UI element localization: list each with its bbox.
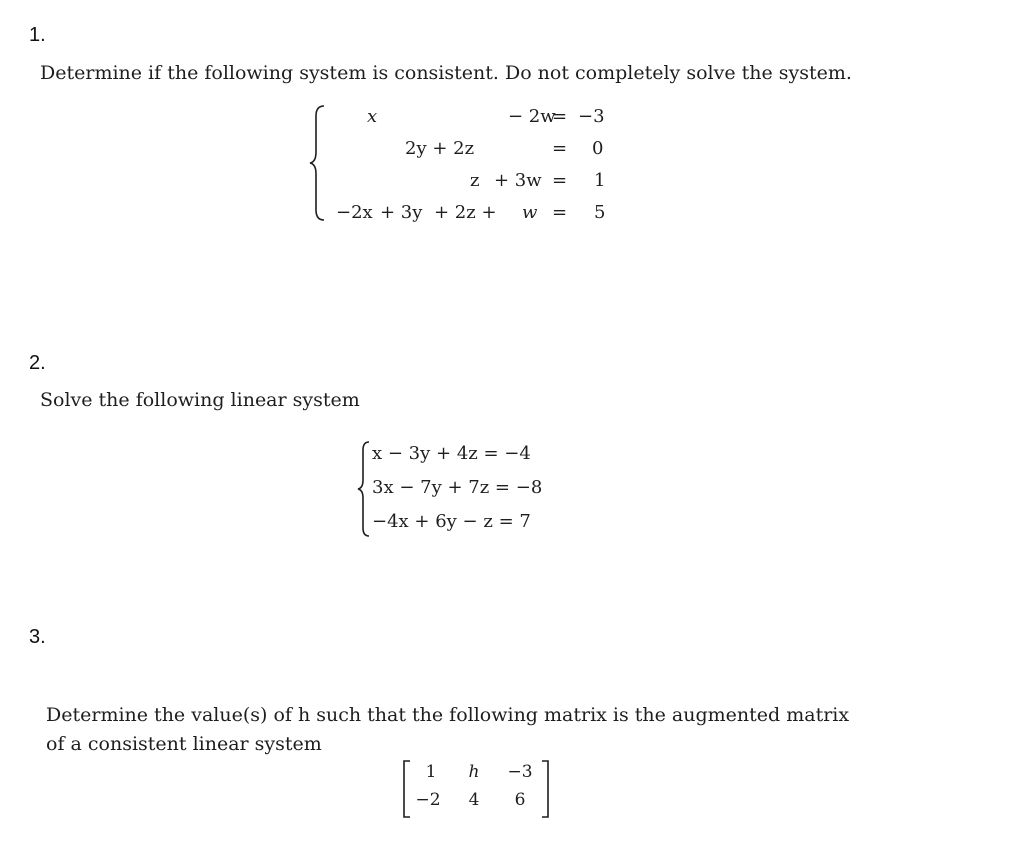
system-2-left-brace (356, 440, 372, 538)
system-2-equation-3: −4x + 6y − z = 7 (372, 511, 531, 532)
matrix-cell-r2-c2: 4 (468, 790, 480, 810)
system-2-equation-1: x − 3y + 4z = −4 (372, 443, 531, 464)
problem-2-number: 2. (29, 352, 46, 374)
matrix-cell-r2-c1: −2 (415, 790, 441, 810)
problem-1-number: 1. (29, 24, 46, 46)
system-1-row-4-term-x: −2x (336, 202, 373, 223)
system-1-row-1-x: x (367, 106, 378, 127)
problem-3-number: 3. (29, 626, 46, 648)
system-1-row-1-term: − 2w (508, 106, 556, 127)
problem-3-prompt-line-2: of a consistent linear system (46, 733, 322, 755)
system-1-row-4-term-z: + 2z + (434, 202, 497, 223)
system-2-equation-2: 3x − 7y + 7z = −8 (372, 477, 543, 498)
matrix-cell-r1-c2: h (468, 762, 480, 782)
system-1-row-4-rhs: 5 (594, 202, 606, 223)
system-1-left-brace (308, 104, 328, 222)
system-1-row-2-term: 2y + 2z (405, 138, 475, 159)
matrix-cell-r1-c1: 1 (425, 762, 437, 782)
system-1-row-1-rhs: −3 (578, 106, 605, 127)
matrix-right-bracket (540, 760, 550, 818)
system-1-row-4-term-w: w (522, 202, 538, 223)
system-1-row-1-equals: = (552, 106, 568, 127)
system-1-row-3-term: + 3w (494, 170, 542, 191)
system-1-row-4-term-y: + 3y (380, 202, 423, 223)
problem-2-prompt: Solve the following linear system (40, 389, 360, 411)
system-1-row-2-equals: = (552, 138, 568, 159)
system-1-row-4-equals: = (552, 202, 568, 223)
matrix-cell-r1-c3: −3 (507, 762, 533, 782)
matrix-cell-r2-c3: 6 (514, 790, 526, 810)
system-1-row-3-z: z (470, 170, 480, 191)
problem-3-prompt-line-1: Determine the value(s) of h such that the following matrix is the augmented matrix (46, 704, 850, 726)
augmented-matrix (402, 760, 550, 818)
system-1-row-3-equals: = (552, 170, 568, 191)
system-1-row-3-rhs: 1 (594, 170, 606, 191)
problem-1-prompt: Determine if the following system is consistent. Do not completely solve the system. (40, 62, 852, 84)
system-1-row-2-rhs: 0 (592, 138, 604, 159)
